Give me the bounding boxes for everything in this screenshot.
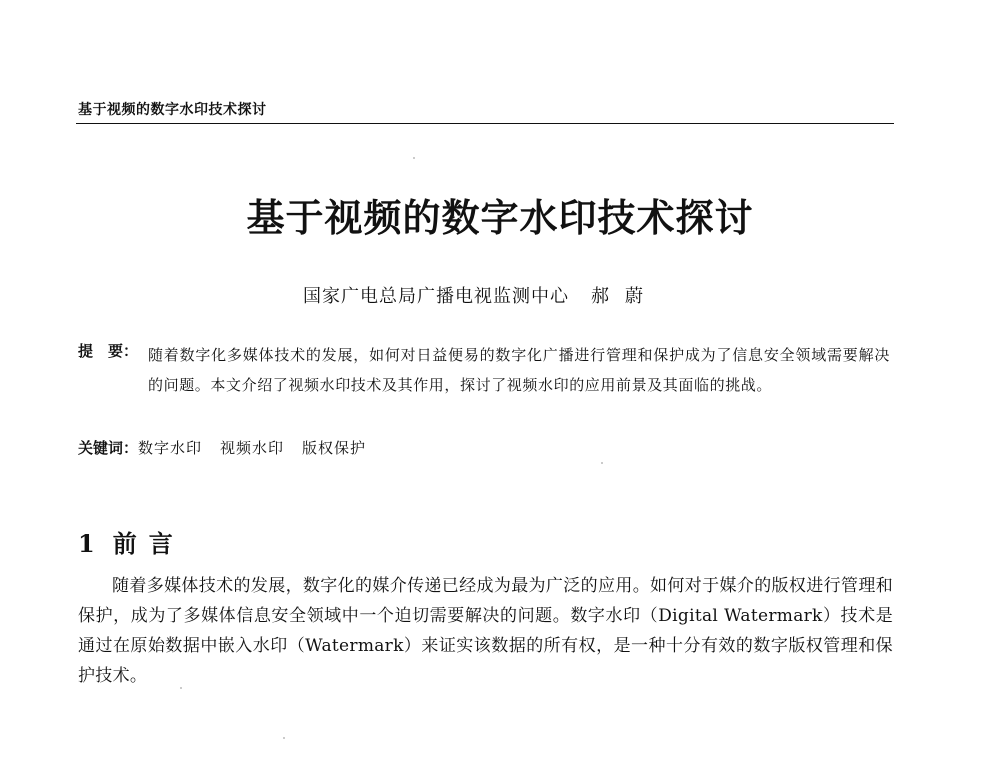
- author-line: [303, 282, 659, 308]
- scan-speck: [413, 157, 415, 159]
- keyword: 数字水印: [138, 439, 203, 457]
- scan-speck: [283, 737, 285, 739]
- affiliation: 国家广电总局广播电视监测中心: [303, 286, 569, 307]
- scan-speck: [180, 687, 182, 689]
- author-name: 郝蔚: [591, 286, 659, 307]
- running-header: 基于视频的数字水印技术探讨: [78, 102, 267, 118]
- keywords: [78, 437, 384, 458]
- section-paragraph: 随着多媒体技术的发展，数字化的媒介传递已经成为最为广泛的应用。如何对于媒介的版权进行管理和保护，成为了多媒体信息安全领域中一个迫切需要解决的问题。数字水印（Digital Watermark）技术是通过在原始数据中嵌入水印（Watermark）来证实该数据的所有权，是一种十分有效的数字版权管理和保护技术。: [78, 576, 893, 686]
- keyword: 版权保护: [302, 439, 367, 457]
- scan-speck: [601, 462, 603, 464]
- section-heading: [78, 524, 185, 559]
- keyword: 视频水印: [220, 439, 285, 457]
- header-rule: [76, 123, 894, 124]
- abstract-label: 提 要：: [78, 342, 139, 360]
- keywords-label: 关键词：: [78, 439, 139, 457]
- section-title: 前言: [112, 530, 185, 558]
- section-number: 1: [78, 529, 95, 558]
- abstract-text: 随着数字化多媒体技术的发展，如何对日益便易的数字化广播进行管理和保护成为了信息安全领域需要解决的问题。本文介绍了视频水印技术及其作用，探讨了视频水印的应用前景及其面临的挑战。: [148, 346, 890, 394]
- paper-title: 基于视频的数字水印技术探讨: [246, 196, 754, 240]
